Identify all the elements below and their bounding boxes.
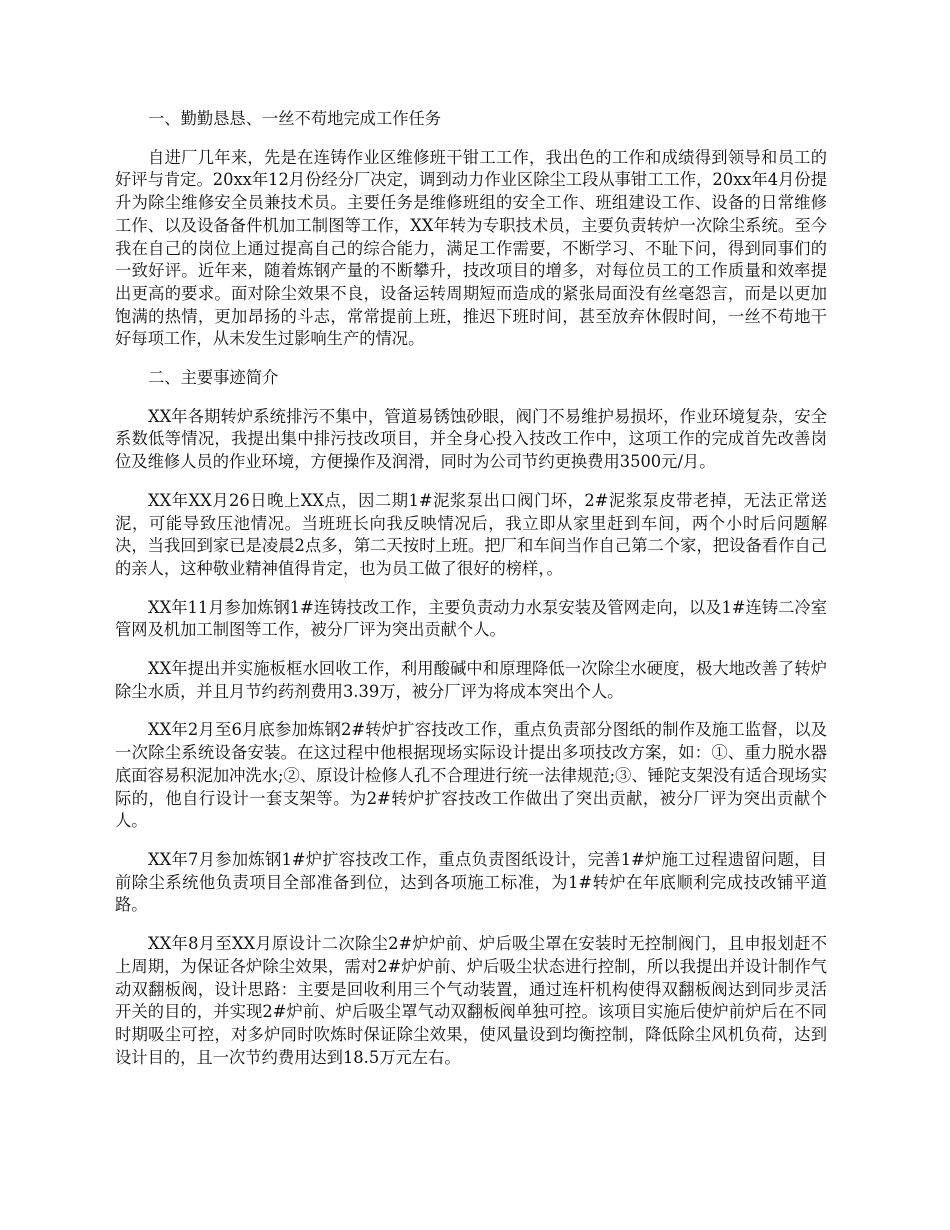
paragraph-flap-valve-design: XX年8月至XX月原设计二次除尘2#炉炉前、炉后吸尘罩在安装时无控制阀门，且申报划赶不上周期，为保证各炉除尘效果，需对2#炉炉前、炉后吸尘状态进行控制，所以我提出并设计制作气动双翻板阀，设计思路：主要是回收利用三个气动装置，通过连杆机构使得双翻板阀达到同步灵活开关的目的，并实现2#炉前、炉后吸尘罩气动双翻板阀单独可控。该项目实施后使炉前炉后在不同时期吸尘可控，对多炉同时吹炼时保证除尘效果，使风量设到均衡控制，降低除尘风机负荷，达到设计目的，且一次节约费用达到18.5万元左右。 [115,934,827,1067]
paragraph-converter-2-expansion: XX年2月至6月底参加炼钢2#转炉扩容技改工作，重点负责部分图纸的制作及施工监督，以及一次除尘系统设备安装。在这过程中他根据现场实际设计提出多项技改方案，如：①、重力脱水器底面容易积泥加冲洗水;②、原设计检修人孔不合理进行统一法律规范;③、锤陀支架没有适合现场实际的，他自行设计一套支架等。为2#转炉扩容技改工作做出了突出贡献，被分厂评为突出贡献个人。 [115,720,827,831]
paragraph-work-attitude: 自进厂几年来，先是在连铸作业区维修班干钳工工作，我出色的工作和成绩得到领导和员工的好评与肯定。20xx年12月份经分厂决定，调到动力作业区除尘工段从事钳工工作，20xx年4月份提升为除尘维修安全员兼技术员。主要任务是维修班组的安全工作、班组建设工作、设备的日常维修工作、以及设备备件机加工制图等工作，XX年转为专职技术员，主要负责转炉一次除尘系统。至今我在自己的岗位上通过提高自己的综合能力，满足工作需要，不断学习、不耻下问，得到同事们的一致好评。近年来，随着炼钢产量的不断攀升，技改项目的增多，对每位员工的工作质量和效率提出更高的要求。面对除尘效果不良，设备运转周期短而造成的紧张局面没有丝毫怨言，而是以更加饱满的热情，更加昂扬的斗志，常常提前上班，推迟下班时间，甚至放弃休假时间，一丝不苟地干好每项工作，从未发生过影响生产的情况。 [115,147,827,349]
paragraph-drainage-project: XX年各期转炉系统排污不集中，管道易锈蚀砂眼，阀门不易维护易损坏，作业环境复杂，安全系数低等情况，我提出集中排污技改项目，并全身心投入技改工作中，这项工作的完成首先改善岗位及维修人员的作业环境，方便操作及润滑，同时为公司节约更换费用3500元/月。 [115,406,827,472]
section-heading-1: 一、勤勤恳恳、一丝不苟地完成工作任务 [148,109,442,128]
paragraph-furnace-1-expansion: XX年7月参加炼钢1#炉扩容技改工作，重点负责图纸设计，完善1#炉施工过程遗留问题，目前除尘系统他负责项目全部准备到位，达到各项施工标准，为1#转炉在年底顺利完成技改铺平道路。 [115,849,827,915]
paragraph-caster-upgrade: XX年11月参加炼钢1#连铸技改工作，主要负责动力水泵安装及管网走向，以及1#连铸二冷室管网及机加工制图等工作，被分厂评为突出贡献个人。 [115,597,827,640]
paragraph-water-recovery: XX年提出并实施板框水回收工作，利用酸碱中和原理降低一次除尘水硬度，极大地改善了转炉除尘水质，并且月节约药剂费用3.39万，被分厂评为将成本突出个人。 [115,659,827,701]
document-body [115,108,827,1085]
paragraph-pump-repair: XX年XX月26日晚上XX点，因二期1#泥浆泵出口阀门坏，2#泥浆泵皮带老掉，无法正常送泥，可能导致压池情况。当班班长向我反映情况后，我立即从家里赶到车间，两个小时后问题解决，当我回到家已是凌晨2点多，第二天按时上班。把厂和车间当作自己第二个家，把设备看作自己的亲人，这种敬业精神值得肯定，也为员工做了很好的榜样，。 [115,490,827,578]
section-heading-2: 二、主要事迹简介 [148,368,279,388]
